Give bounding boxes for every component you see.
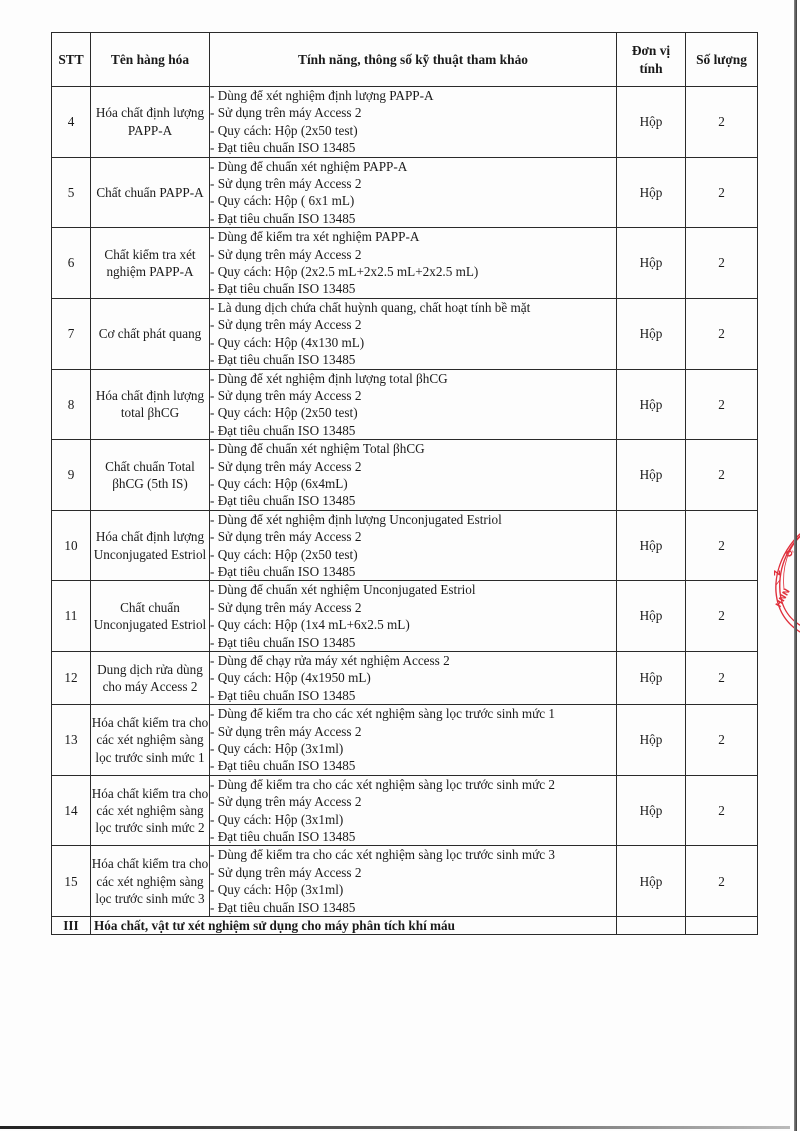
spec-line: - Đạt tiêu chuẩn ISO 13485: [210, 422, 356, 438]
row-item-name: Chất chuẩn Total βhCG (5th IS): [91, 440, 210, 511]
table-header-row: [52, 33, 758, 87]
row-qty: 2: [686, 581, 758, 652]
row-qty: 2: [686, 157, 758, 228]
row-unit: Hộp: [617, 775, 686, 846]
row-stt: 5: [52, 157, 91, 228]
row-item-name: Hóa chất kiểm tra cho các xét nghiệm sàng lọc trước sinh mức 3: [91, 846, 210, 917]
row-spec: [210, 652, 617, 705]
row-stt: 15: [52, 846, 91, 917]
red-stamp: [752, 518, 800, 640]
row-item-name: Chất chuẩn Unconjugated Estriol: [91, 581, 210, 652]
row-stt: 4: [52, 87, 91, 158]
table-row: [52, 581, 758, 652]
row-qty: 2: [686, 369, 758, 440]
header-spec: Tính năng, thông số kỹ thuật tham khảo: [210, 33, 617, 87]
row-spec: [210, 581, 617, 652]
spec-line: - Dùng để chuẩn xét nghiệm PAPP-A: [210, 158, 408, 174]
svg-text:HNN: HNN: [773, 587, 792, 609]
spec-line: - Sử dụng trên máy Access 2: [210, 599, 362, 615]
spec-line: - Quy cách: Hộp (3x1ml): [210, 811, 344, 827]
scan-edge-bottom: [0, 1126, 790, 1129]
spec-line: - Đạt tiêu chuẩn ISO 13485: [210, 493, 356, 509]
row-unit: Hộp: [617, 440, 686, 511]
spec-line: - Dùng để chạy rửa máy xét nghiệm Access 2: [210, 653, 450, 668]
spec-line: - Quy cách: Hộp (2x2.5 mL+2x2.5 mL+2x2.5 mL): [210, 264, 479, 280]
row-spec: [210, 228, 617, 299]
row-qty: 2: [686, 705, 758, 776]
scan-edge-right: [794, 0, 797, 1131]
section-qty-empty: [686, 917, 758, 935]
row-item-name: Hóa chất định lượng total βhCG: [91, 369, 210, 440]
section-row: [52, 917, 758, 935]
table-row: [52, 846, 758, 917]
table-row: [52, 298, 758, 369]
spec-line: - Là dung dịch chứa chất huỳnh quang, chất hoạt tính bề mặt: [210, 299, 531, 315]
header-qty: Số lượng: [686, 33, 758, 87]
row-item-name: Cơ chất phát quang: [91, 298, 210, 369]
row-unit: Hộp: [617, 652, 686, 705]
equipment-spec-table: [51, 32, 758, 935]
spec-line: - Đạt tiêu chuẩn ISO 13485: [210, 899, 356, 915]
row-item-name: Chất chuẩn PAPP-A: [91, 157, 210, 228]
spec-line: - Dùng để kiểm tra cho các xét nghiệm sàng lọc trước sinh mức 1: [210, 706, 555, 722]
spec-line: - Dùng để kiểm tra xét nghiệm PAPP-A: [210, 229, 420, 245]
spec-line: - Dùng để xét nghiệm định lượng PAPP-A: [210, 88, 434, 103]
row-qty: 2: [686, 228, 758, 299]
spec-line: - Sử dụng trên máy Access 2: [210, 723, 362, 739]
row-stt: 6: [52, 228, 91, 299]
row-unit: Hộp: [617, 157, 686, 228]
row-spec: [210, 705, 617, 776]
spec-line: - Đạt tiêu chuẩn ISO 13485: [210, 829, 356, 845]
section-number: III: [52, 917, 91, 935]
spec-line: - Đạt tiêu chuẩn ISO 13485: [210, 634, 356, 650]
row-spec: [210, 298, 617, 369]
spec-line: - Đạt tiêu chuẩn ISO 13485: [210, 352, 356, 368]
row-unit: Hộp: [617, 369, 686, 440]
spec-line: - Quy cách: Hộp ( 6x1 mL): [210, 193, 355, 209]
table-row: [52, 157, 758, 228]
spec-line: - Sử dụng trên máy Access 2: [210, 246, 362, 262]
row-spec: [210, 846, 617, 917]
spec-line: - Quy cách: Hộp (2x50 test): [210, 546, 358, 562]
spec-line: - Đạt tiêu chuẩn ISO 13485: [210, 563, 356, 579]
spec-line: - Sử dụng trên máy Access 2: [210, 317, 362, 333]
row-stt: 13: [52, 705, 91, 776]
table-row: [52, 87, 758, 158]
stamp-seal-icon: [752, 518, 800, 640]
table-row: [52, 440, 758, 511]
row-item-name: Hóa chất kiểm tra cho các xét nghiệm sàng lọc trước sinh mức 1: [91, 705, 210, 776]
row-stt: 11: [52, 581, 91, 652]
row-item-name: Hóa chất định lượng PAPP-A: [91, 87, 210, 158]
row-unit: Hộp: [617, 581, 686, 652]
table-row: [52, 369, 758, 440]
row-spec: [210, 775, 617, 846]
row-unit: Hộp: [617, 846, 686, 917]
row-qty: 2: [686, 510, 758, 581]
spec-line: - Đạt tiêu chuẩn ISO 13485: [210, 140, 356, 156]
row-stt: 9: [52, 440, 91, 511]
spec-line: - Sử dụng trên máy Access 2: [210, 176, 362, 192]
spec-line: - Đạt tiêu chuẩn ISO 13485: [210, 281, 356, 297]
spec-line: - Đạt tiêu chuẩn ISO 13485: [210, 687, 356, 703]
spec-line: - Dùng để xét nghiệm định lượng Unconjugated Estriol: [210, 511, 502, 527]
spec-line: - Dùng để chuẩn xét nghiệm Unconjugated Estriol: [210, 582, 476, 598]
header-unit: [617, 33, 686, 87]
spec-line: - Dùng để xét nghiệm định lượng total βhCG: [210, 370, 448, 386]
spec-line: - Đạt tiêu chuẩn ISO 13485: [210, 758, 356, 774]
spec-line: - Sử dụng trên máy Access 2: [210, 458, 362, 474]
row-qty: 2: [686, 846, 758, 917]
header-name: Tên hàng hóa: [91, 33, 210, 87]
spec-line: - Sử dụng trên máy Access 2: [210, 529, 362, 545]
table-row: [52, 775, 758, 846]
row-unit: Hộp: [617, 228, 686, 299]
row-unit: Hộp: [617, 298, 686, 369]
spec-line: - Quy cách: Hộp (2x50 test): [210, 122, 358, 138]
spec-line: - Đạt tiêu chuẩn ISO 13485: [210, 210, 356, 226]
row-unit: Hộp: [617, 510, 686, 581]
spec-line: - Sử dụng trên máy Access 2: [210, 387, 362, 403]
spec-line: - Quy cách: Hộp (3x1ml): [210, 741, 344, 757]
spec-line: - Quy cách: Hộp (2x50 test): [210, 405, 358, 421]
row-item-name: Dung dịch rửa dùng cho máy Access 2: [91, 652, 210, 705]
spec-line: - Quy cách: Hộp (6x4mL): [210, 475, 348, 491]
row-qty: 2: [686, 440, 758, 511]
section-title: Hóa chất, vật tư xét nghiệm sử dụng cho máy phân tích khí máu: [91, 917, 617, 935]
spec-line: - Sử dụng trên máy Access 2: [210, 794, 362, 810]
spec-line: - Quy cách: Hộp (4x1950 mL): [210, 670, 371, 686]
svg-text:Ồ: Ồ: [783, 548, 795, 559]
section-unit-empty: [617, 917, 686, 935]
row-stt: 8: [52, 369, 91, 440]
svg-text:Z: Z: [772, 570, 781, 576]
svg-text:/: /: [775, 577, 782, 587]
header-unit-line1: Đơn vị: [631, 42, 671, 58]
table-row: [52, 510, 758, 581]
table-body: [52, 87, 758, 935]
row-stt: 10: [52, 510, 91, 581]
header-unit-line2: tính: [639, 60, 663, 76]
row-spec: [210, 440, 617, 511]
row-stt: 12: [52, 652, 91, 705]
row-qty: 2: [686, 87, 758, 158]
row-unit: Hộp: [617, 87, 686, 158]
row-unit: Hộp: [617, 705, 686, 776]
row-item-name: Hóa chất định lượng Unconjugated Estriol: [91, 510, 210, 581]
row-spec: [210, 157, 617, 228]
spec-line: - Sử dụng trên máy Access 2: [210, 864, 362, 880]
row-item-name: Chất kiểm tra xét nghiệm PAPP-A: [91, 228, 210, 299]
row-qty: 2: [686, 652, 758, 705]
spec-line: - Quy cách: Hộp (1x4 mL+6x2.5 mL): [210, 617, 410, 633]
row-spec: [210, 369, 617, 440]
spec-line: - Quy cách: Hộp (4x130 mL): [210, 334, 365, 350]
row-spec: [210, 87, 617, 158]
row-spec: [210, 510, 617, 581]
header-stt: STT: [52, 33, 91, 87]
spec-line: - Dùng để chuẩn xét nghiệm Total βhCG: [210, 441, 425, 457]
row-item-name: Hóa chất kiểm tra cho các xét nghiệm sàng lọc trước sinh mức 2: [91, 775, 210, 846]
spec-line: - Quy cách: Hộp (3x1ml): [210, 882, 344, 898]
row-qty: 2: [686, 775, 758, 846]
row-qty: 2: [686, 298, 758, 369]
row-stt: 14: [52, 775, 91, 846]
spec-line: - Dùng để kiểm tra cho các xét nghiệm sàng lọc trước sinh mức 2: [210, 776, 555, 792]
table-row: [52, 228, 758, 299]
spec-line: - Dùng để kiểm tra cho các xét nghiệm sàng lọc trước sinh mức 3: [210, 847, 555, 863]
table-row: [52, 652, 758, 705]
spec-line: - Sử dụng trên máy Access 2: [210, 105, 362, 121]
table-row: [52, 705, 758, 776]
row-stt: 7: [52, 298, 91, 369]
